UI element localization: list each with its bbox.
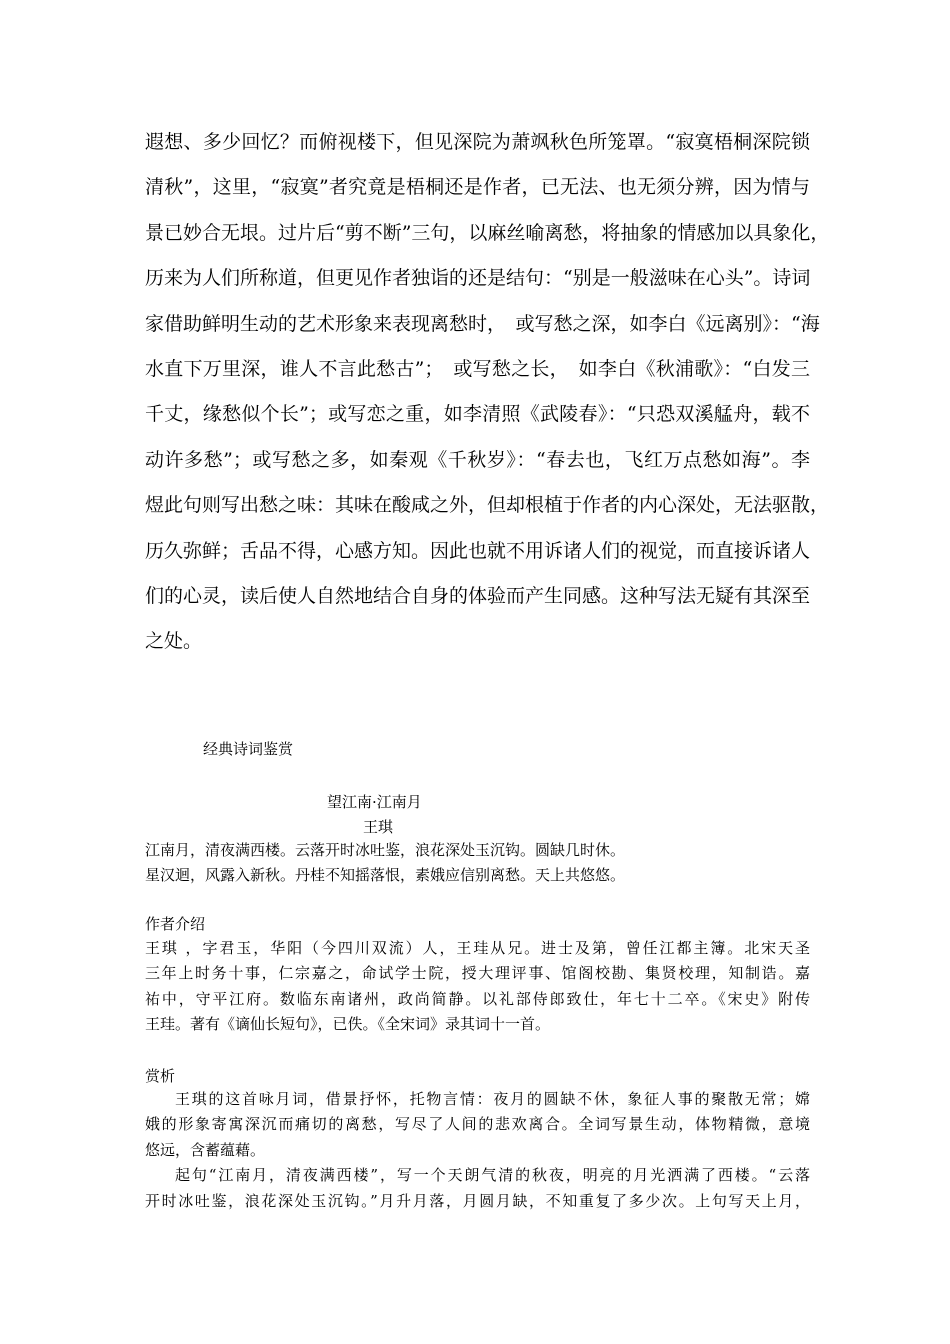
essay-line: 们的心灵，读后使人自然地结合自身的体验而产生同感。这种写法无疑有其深至 — [145, 584, 811, 607]
poem-text — [145, 838, 810, 889]
essay-line: 千丈，缘愁似个长”；或写恋之重，如李清照《武陵春》：“只恐双溪艋舟，载不 — [145, 403, 810, 426]
section-title: 经典诗词鉴赏 — [203, 740, 294, 758]
author-intro-heading: 作者介绍 — [145, 915, 206, 933]
poem-line: 星汉迴，风露入新秋。丹桂不知摇落恨，素娥应信别离愁。天上共悠悠。 — [145, 866, 626, 885]
analysis-line: 起句“江南月，清夜满西楼”，写一个天朗气清的秋夜，明亮的月光洒满了西楼。“云落 — [175, 1166, 810, 1185]
essay-line: 水直下万里深，谁人不言此愁古”； 或写愁之长， 如李白《秋浦歌》：“白发三 — [145, 357, 810, 380]
analysis-line: 开时冰吐鉴，浪花深处玉沉钩。”月升月落，月圆月缺，不知重复了多少次。上句写天上月， — [145, 1191, 810, 1210]
analysis-line: 娥的形象寄寓深沉而痛切的离愁，写尽了人间的悲欢离合。全词写景生动，体物精微，意境 — [145, 1115, 810, 1134]
poem-line: 江南月，清夜满西楼。云落开时冰吐鉴，浪花深处玉沉钩。圆缺几时休。 — [145, 841, 626, 859]
intro-line: 三年上时务十事，仁宗嘉之，命试学士院，授大理评事、馆阁校勘、集贤校理，知制诰。嘉 — [145, 964, 810, 983]
essay-line: 清秋”，这里，“寂寞”者究竟是梧桐还是作者，已无法、也无须分辨，因为情与 — [145, 176, 810, 199]
essay-line: 动许多愁”；或写愁之多，如秦观《千秋岁》：“春去也，飞红万点愁如海”。李 — [145, 448, 810, 471]
author-intro-text — [145, 936, 810, 1038]
poem-author: 王琪 — [363, 818, 394, 836]
analysis-line: 王琪的这首咏月词，借景抒怀，托物言情：夜月的圆缺不休，象征人事的聚散无常；嫦 — [175, 1090, 810, 1108]
essay-line: 历久弥鲜；舌品不得，心感方知。因此也就不用诉诸人们的视觉，而直接诉诸人 — [145, 539, 811, 562]
analysis-text — [145, 1087, 810, 1214]
essay-line: 遐想、多少回忆？而俯视楼下，但见深院为萧飒秋色所笼罩。“寂寞梧桐深院锁 — [145, 131, 810, 153]
essay-line: 景已妙合无垠。过片后“剪不断”三句，以麻丝喻离愁，将抽象的情感加以具象化， — [145, 221, 830, 244]
intro-line: 王珪。著有《谪仙长短句》，已佚。《全宋词》录其词十一首。 — [145, 1015, 551, 1034]
essay-line: 之处。 — [145, 630, 203, 653]
poem-title: 望江南·江南月 — [327, 793, 422, 811]
essay-line: 家借助鲜明生动的艺术形象来表现离愁时， 或写愁之深，如李白《远离别》：“海 — [145, 312, 820, 335]
intro-line: 王琪 ，字君玉，华阳（今四川双流）人，王珪从兄。进士及第，曾任江都主簿。北宋天圣 — [145, 939, 810, 957]
essay-paragraph — [145, 120, 830, 665]
essay-line: 煜此句则写出愁之味：其味在酸咸之外，但却根植于作者的内心深处，无法驱散， — [145, 494, 830, 517]
intro-line: 祐中，守平江府。数临东南诸州，政尚简静。以礼部侍郎致仕，年七十二卒。《宋史》附传 — [145, 989, 810, 1008]
analysis-heading: 赏析 — [145, 1067, 176, 1085]
essay-line: 历来为人们所称道，但更见作者独诣的还是结句：“别是一般滋味在心头”。诗词 — [145, 267, 811, 290]
analysis-line: 悠远，含蓄蕴藉。 — [145, 1140, 266, 1159]
